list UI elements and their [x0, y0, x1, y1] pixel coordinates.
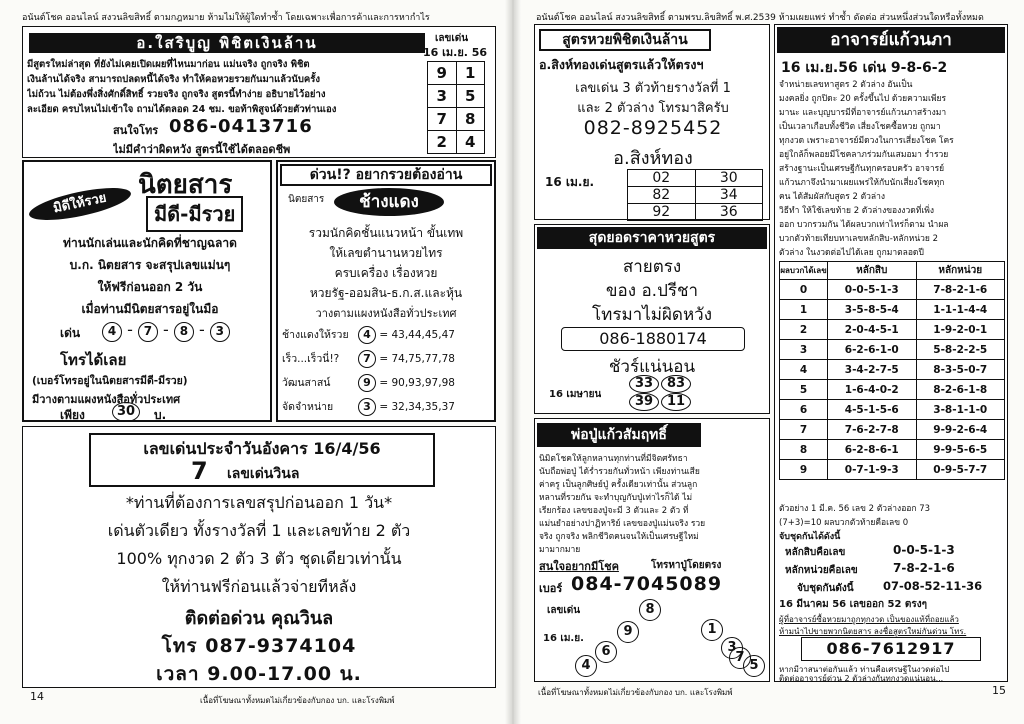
- kaewnapa-example: จับชุดกันได้ดังนี้: [779, 532, 841, 542]
- phopu-line: นิมิตโชคให้ลูกหลานทุกท่านที่มีจิตศรัทธา: [539, 454, 688, 464]
- grid-cell: 4: [456, 131, 485, 154]
- row-label: เร็ว...เร็วนี่!?: [282, 353, 340, 365]
- changdaeng-line: วางตามแผงหนังสือทั่วประเทศ: [315, 307, 457, 320]
- lead-number: 7: [138, 322, 158, 342]
- top-ad-footer: ไม่มีคำว่าผิดหวัง สูตรนี้ใช้ได้ตลอดชีพ: [113, 143, 291, 156]
- table-cell: 9-9-5-6-5: [916, 440, 1005, 460]
- midi-title2: มีดี-มีรวย: [146, 196, 243, 232]
- kaewnapa-line: อยู่ใกล้ก็พลอยมีโชคลาภร่วมกันเสมอมา ร่ำรวย: [779, 150, 949, 160]
- phopu-phone: 084-7045089: [571, 573, 723, 595]
- suthot-number: 39: [629, 393, 659, 411]
- top-ad-date: 16 เม.ย. 56: [423, 46, 488, 59]
- phopu-line: เรียกร้อง เลขของปู่จะมี 3 ตัวและ 2 ตัว ที่: [539, 506, 689, 516]
- table-cell: 6-2-6-1-0: [828, 340, 917, 360]
- table-cell: 6: [780, 400, 828, 420]
- table-row: [780, 420, 1005, 440]
- row-number: 7: [358, 350, 376, 368]
- midi-title1: นิตยสาร: [138, 170, 233, 200]
- table-cell: 5: [780, 380, 828, 400]
- changdaeng-mag-name: ช้างแดง: [334, 188, 444, 216]
- kaewnapa-units-label: หลักหน่วยคือเลข: [785, 565, 858, 576]
- phopu-line: นับถือพ่อปู่ ได้ร่ำรวยกันทั่วหน้า เพียงท่านเสีย: [539, 467, 700, 477]
- suthot-title: สุดยอดราคาหวยสูตร: [537, 227, 767, 249]
- singtong-date: 16 เม.ย.: [545, 175, 595, 189]
- top-ad-banner: อ.ใสริบูญ พิชิตเงินล้าน: [29, 33, 425, 53]
- midi-line: ให้ฟรีก่อนออก 2 วัน: [97, 280, 203, 294]
- win-number-label: เลขเด่นวินล: [227, 466, 300, 482]
- left-page-header: อนันต์โชค ออนไลน์ สงวนลิขสิทธิ์ ตามกฎหมาย ห้ามไม่ให้ผู้ใดทำซ้ำ โดยเฉพาะเพื่อการค้าและการหากำไร: [22, 13, 430, 23]
- midi-ad: [22, 160, 272, 422]
- kaewnapa-phone: 086-7612917: [801, 637, 981, 661]
- table-cell: 4: [780, 360, 828, 380]
- kaewnapa-line: ตัวล่าง ในงวดต่อไปได้เลย ถูกมาตลอดปี: [779, 248, 924, 258]
- row-number: 9: [358, 374, 376, 392]
- table-cell: 8-2-6-1-8: [916, 380, 1005, 400]
- table-header: ผลบวกได้เลข: [780, 262, 828, 280]
- changdaeng-line: ให้เลขตำนานหวยไทร: [329, 246, 443, 260]
- suthot-line: ของ อ.ปรีชา: [605, 281, 699, 301]
- table-cell: 8: [780, 440, 828, 460]
- changdaeng-line: ครบเครื่อง เรื่องหวย: [334, 266, 438, 280]
- suthot-ad: [534, 224, 770, 414]
- suthot-line: สายตรง: [622, 257, 682, 277]
- suthot-number: 11: [661, 393, 691, 411]
- midi-price-circle: [112, 400, 142, 422]
- table-cell: 7-8-2-1-6: [916, 280, 1005, 300]
- top-ad-phone-label: สนใจโทร: [113, 124, 159, 137]
- lead-number: 3: [210, 322, 230, 342]
- lead-number: 4: [102, 322, 122, 342]
- row-label: ช้างแดงให้รวย: [282, 329, 349, 341]
- right-page-number: 15: [992, 684, 1006, 697]
- table-cell: 2-0-4-5-1: [828, 320, 917, 340]
- kaewnapa-date-line: 16 เม.ย.56 เด่น 9-8-6-2: [781, 60, 948, 76]
- pair-cell: 82: [628, 187, 696, 204]
- grid-cell: 1: [456, 62, 485, 85]
- phopu-number: 1: [701, 619, 723, 641]
- midi-lead-numbers: 4 - 7 - 8 - 3: [102, 320, 252, 344]
- singtong-line: อ.สิงห์ทองเด่นสูตรแล้วให้ตรงฯ: [539, 57, 704, 72]
- phopu-interest: สนใจอยากมีโชค: [539, 560, 619, 573]
- right-page-header: อนันต์โชค ออนไลน์ สงวนลิขสิทธิ์ ตามพรบ.ลิขสิทธิ์ พ.ศ.2539 ห้ามเผยแพร่ ทำซ้ำ ดัดต่อ ส่วนหนึ่งส่วนใดหรือทั้งหมด: [536, 13, 984, 23]
- phopu-line: ค่าครู เป็นลูกศิษย์ปู่ ครั้งเดียวเท่านั้น ส่วนลูก: [539, 480, 698, 490]
- phopu-date: 16 เม.ย.: [543, 633, 584, 644]
- table-cell: 5-8-2-2-5: [916, 340, 1005, 360]
- phopu-phone-label: เบอร์: [539, 582, 563, 595]
- table-cell: 0-9-5-7-7: [916, 460, 1005, 480]
- kaewnapa-title: อาจารย์แก้วนภา: [777, 27, 1005, 53]
- changdaeng-row: [282, 326, 494, 350]
- pair-cell: 02: [628, 170, 696, 187]
- top-ad: [22, 26, 496, 158]
- grid-cell: 7: [428, 108, 457, 131]
- table-cell: 9-9-2-6-4: [916, 420, 1005, 440]
- phopu-ad: [534, 418, 770, 682]
- suthot-line: โทรมาไม่ผิดหวัง: [591, 305, 713, 325]
- row-values: = 74,75,77,78: [379, 353, 455, 365]
- table-cell: 8-3-5-0-7: [916, 360, 1005, 380]
- kaewnapa-line: มานะ และบุญบารมีที่อาจารย์แก้วนภาสร้างมา: [779, 108, 947, 118]
- changdaeng-headline: ด่วน!? อยากรวยต้องอ่าน: [280, 164, 492, 186]
- kaewnapa-note: ห้ามนำไปขายพวกนิตยสาร ลงชื่อสูตรใหม่กันด่วน โทร.: [779, 627, 967, 636]
- phopu-number: 3: [721, 637, 743, 659]
- top-ad-line: ไม่ถ้วน ไม่ต้องพึ่งสิ่งศักดิ์สิทธิ์ รวยจริง ถูกจริง สูตรนี้ทำง่าย อธิบายไว้อย่าง: [27, 89, 326, 100]
- win-number: 7: [191, 457, 208, 485]
- row-number: 4: [358, 326, 376, 344]
- singtong-phone: 082-8925452: [583, 117, 723, 139]
- kaewnapa-pairs: 07-08-52-11-36: [883, 579, 983, 593]
- table-row: [780, 460, 1005, 480]
- table-cell: 1-1-1-4-4: [916, 300, 1005, 320]
- right-page: [512, 0, 1024, 724]
- win-line: 100% ทุกงวด 2 ตัว 3 ตัว ชุดเดียวเท่านั้น: [116, 549, 402, 568]
- table-header-row: [780, 262, 1005, 280]
- kaewnapa-result: 16 มีนาคม 56 เลขออก 52 ตรงๆ: [779, 599, 928, 610]
- phopu-title: พ่อปู่แก้วสัมฤทธิ์: [537, 423, 701, 447]
- kaewnapa-ad: [774, 24, 1008, 682]
- kaewnapa-bottom: ติดต่ออาจารย์ด่วน 2 ตัวล่างกันทุกงวดแน่นอน...: [779, 674, 944, 682]
- table-cell: 9: [780, 460, 828, 480]
- kaewnapa-pairs-label: จับชุดกันดังนี้: [797, 583, 854, 594]
- win-line: เด่นตัวเดียว ทั้งรางวัลที่ 1 และเลขท้าย 2 ตัว: [107, 521, 411, 540]
- singtong-line: และ 2 ตัวล่าง โทรมาสิครับ: [577, 101, 729, 116]
- suthot-phone: 086-1880174: [561, 327, 745, 351]
- grid-cell: 8: [456, 108, 485, 131]
- row-values: = 32,34,35,37: [379, 401, 455, 413]
- singtong-name: อ.สิงห์ทอง: [613, 148, 693, 169]
- kaewnapa-line: จำหน่ายเลขหาสูตร 2 ตัวล่าง อันเป็น: [779, 80, 913, 90]
- phopu-number: 4: [575, 655, 597, 677]
- table-row: [780, 340, 1005, 360]
- win-phone: โทร 087-9374104: [161, 635, 357, 657]
- table-cell: 0-7-1-9-3: [828, 460, 917, 480]
- phopu-call-label: โทรหาปู่โดยตรง: [651, 560, 722, 571]
- singtong-pairs: [627, 169, 763, 221]
- suthot-date: 16 เมษายน: [549, 389, 602, 400]
- phopu-number: 9: [617, 621, 639, 643]
- phopu-number: 5: [743, 655, 765, 677]
- kaewnapa-line: แก้วนภาจึงนำมาเผยแพร่ให้กับนักเสี่ยงโชคทุก: [779, 178, 945, 188]
- table-row: [780, 440, 1005, 460]
- table-cell: 7-6-2-7-8: [828, 420, 917, 440]
- table-row: [780, 280, 1005, 300]
- table-cell: 3-8-1-1-0: [916, 400, 1005, 420]
- phopu-number: 6: [595, 641, 617, 663]
- singtong-title: สูตรหวยพิชิตเงินล้าน: [539, 29, 711, 51]
- table-cell: 0: [780, 280, 828, 300]
- row-label: จัดจำหน่าย: [282, 401, 334, 413]
- table-cell: 1-6-4-0-2: [828, 380, 917, 400]
- left-page-footer: เนื้อที่โฆษณาทั้งหมดไม่เกี่ยวข้องกับกอง บก. และโรงพิมพ์: [200, 696, 395, 705]
- win-line: ให้ท่านฟรีก่อนแล้วจ่ายทีหลัง: [161, 577, 357, 596]
- grid-cell: 2: [428, 131, 457, 154]
- changdaeng-row: [282, 374, 494, 398]
- phopu-line: มามากมาย: [539, 545, 581, 555]
- table-cell: 2: [780, 320, 828, 340]
- phopu-line: แม่นยำอย่างปาฏิหาริย์ เลขของปู่แม่นจริง รวย: [539, 519, 706, 529]
- midi-call: โทรได้เลย: [60, 351, 127, 369]
- top-ad-line: ละเอียด ครบไหนไม่เข้าใจ ถามได้ตลอด 24 ชม. ขอท้าพิสูจน์ด้วยตัวท่านเอง: [27, 104, 337, 115]
- midi-price-unit: บ.: [154, 408, 167, 422]
- row-values: = 43,44,45,47: [379, 329, 455, 341]
- table-cell: 1-9-2-0-1: [916, 320, 1005, 340]
- pair-cell: 36: [695, 204, 763, 221]
- singtong-line: เลขเด่น 3 ตัวท้ายรางวัลที่ 1: [575, 81, 731, 96]
- changdaeng-line: รวมนักคิดชั้นแนวหน้า ขั้นเทพ: [308, 226, 464, 240]
- kaewnapa-example: ตัวอย่าง 1 มี.ค. 56 เลข 2 ตัวล่างออก 73: [779, 504, 931, 514]
- kaewnapa-line: คน ได้สัมผัสกับสูตร 2 ตัวล่าง: [779, 192, 886, 202]
- midi-badge: มิดีให้รวย: [27, 181, 134, 226]
- table-cell: 3: [780, 340, 828, 360]
- table-cell: 4-5-1-5-6: [828, 400, 917, 420]
- top-ad-line: เงินล้านได้จริง สามารถปลดหนี้ได้จริง ทำให้คอหวยรวยกันมาแล้วนับครั้ง: [27, 74, 320, 85]
- row-label: วัฒนสาสน์: [282, 377, 331, 389]
- midi-price-label: เพียง: [60, 408, 85, 422]
- lead-number: 8: [174, 322, 194, 342]
- phopu-number: 7: [729, 647, 751, 669]
- kaewnapa-bottom: หากมีวาสนาต่อกันแล้ว ท่านคือเศรษฐีในงวดต่อไป: [779, 665, 950, 674]
- phopu-number: 8: [639, 599, 661, 621]
- midi-line: บ.ก. นิตยสาร จะสรุปเลขแม่นๆ: [69, 258, 231, 272]
- midi-sale: มีวางตามแผงหนังสือทั่วประเทศ: [32, 393, 181, 406]
- pair-cell: 30: [695, 170, 763, 187]
- top-ad-line: มีสูตรใหม่ล่าสุด ที่ยังไม่เคยเปิดเผยที่ไหนมาก่อน แม่นจริง ถูกจริง พิชิต: [27, 59, 310, 70]
- table-cell: 6-2-8-6-1: [828, 440, 917, 460]
- midi-phone-note: (เบอร์โทรอยู่ในนิตยสารมีดี-มีรวย): [32, 375, 188, 387]
- table-header: หลักหน่วย: [916, 262, 1005, 280]
- table-cell: 3-5-8-5-4: [828, 300, 917, 320]
- changdaeng-row: [282, 398, 494, 422]
- kaewnapa-line: เป็นเวลาเกือบทั้งชีวิต เสี่ยงโชคซื้อหวย ถูกมา: [779, 122, 941, 132]
- table-row: [780, 300, 1005, 320]
- table-row: [780, 320, 1005, 340]
- row-values: = 90,93,97,98: [379, 377, 455, 389]
- kaewnapa-tens: 0-0-5-1-3: [893, 543, 955, 557]
- kaewnapa-units: 7-8-2-1-6: [893, 561, 955, 575]
- table-cell: 7: [780, 420, 828, 440]
- phopu-lead-label: เลขเด่น: [547, 605, 581, 616]
- changdaeng-row: [282, 350, 494, 374]
- phopu-line: หลานที่รวยกัน จะทำบุญกับปู่เท่าไรก็ได้ ไม่: [539, 493, 693, 503]
- table-row: [780, 400, 1005, 420]
- kaewnapa-line: มงคลยิ่ง ถูกปิดะ 20 ครั้งขึ้นไป ด้วยความเพียร: [779, 94, 947, 104]
- singtong-ad: [534, 24, 770, 220]
- changdaeng-mag-label: นิตยสาร: [288, 194, 325, 205]
- table-header: หลักสิบ: [828, 262, 917, 280]
- table-row: [780, 380, 1005, 400]
- table-cell: 0-0-5-1-3: [828, 280, 917, 300]
- top-ad-number-grid: [427, 61, 485, 154]
- midi-price: 30: [112, 402, 140, 422]
- suthot-number: 33: [629, 375, 659, 393]
- changdaeng-ad: [276, 160, 496, 422]
- kaewnapa-line: ทุกงวด เพราะอาจารย์มีดวงในการเสี่ยงโชค โคร: [779, 136, 954, 146]
- suthot-sure: ชัวร์แน่นอน: [608, 357, 696, 377]
- page-gutter: [505, 0, 521, 724]
- kaewnapa-note: ผู้ที่อาจารย์ซื้อหวยมาถูกทุกงวด เป็นของแท้ที่ถอยแล้ว: [779, 615, 959, 624]
- table-row: [780, 360, 1005, 380]
- table-cell: 3-4-2-7-5: [828, 360, 917, 380]
- suthot-number: 83: [661, 375, 691, 393]
- pair-cell: 34: [695, 187, 763, 204]
- pair-cell: 92: [628, 204, 696, 221]
- grid-cell: 5: [456, 85, 485, 108]
- kaewnapa-line: วิธีทำ ให้ใช้เลขท้าย 2 ตัวล่างของงวดที่เพิ่ง: [779, 206, 935, 216]
- kaewnapa-example: (7+3)=10 ผลบวกตัวท้ายคือเลข 0: [779, 518, 909, 528]
- table-cell: 1: [780, 300, 828, 320]
- kaewnapa-line: สร้างฐานะเป็นเศรษฐีกันทุกครอบครัว อาจารย์: [779, 164, 945, 174]
- win-title: เลขเด่นประจำวันอังคาร 16/4/56: [143, 439, 381, 458]
- win-ad: [22, 426, 496, 688]
- top-ad-phone: 086-0413716: [169, 116, 313, 137]
- kaewnapa-line: บวกตัวท้ายเทียบหาเลขหลักสิบ-หลักหน่วย 2: [779, 234, 938, 244]
- win-hours: เวลา 9.00-17.00 น.: [156, 663, 362, 685]
- grid-cell: 3: [428, 85, 457, 108]
- midi-line: ท่านนักเล่นและนักคิดที่ชาญฉลาด: [63, 236, 237, 250]
- left-page-number: 14: [30, 690, 44, 703]
- win-line: *ท่านที่ต้องการเลขสรุปก่อนออก 1 วัน*: [125, 493, 393, 512]
- top-ad-date-label: เลขเด่น: [435, 33, 469, 44]
- grid-cell: 9: [428, 62, 457, 85]
- midi-lead-label: เด่น: [60, 326, 81, 340]
- kaewnapa-line: ออก บวกรวมกัน ได้ผลบวกเท่าไหร่ก็ตาม นำผล: [779, 220, 949, 230]
- phopu-line: จริง ถูกจริง พลิกชีวิตคนจนให้เป็นเศรษฐีใหม่: [539, 532, 699, 542]
- right-page-footer: เนื้อที่โฆษณาทั้งหมดไม่เกี่ยวข้องกับกอง บก. และโรงพิมพ์: [538, 688, 733, 697]
- kaewnapa-table: [779, 261, 1005, 480]
- win-contact: ติดต่อด่วน คุณวินล: [184, 608, 334, 629]
- changdaeng-line: หวยรัฐ-ออมสิน-ธ.ก.ส.และหุ้น: [309, 286, 463, 300]
- row-number: 3: [358, 398, 376, 416]
- kaewnapa-tens-label: หลักสิบคือเลข: [785, 547, 846, 558]
- midi-line: เมื่อท่านมีนิตยสารอยู่ในมือ: [81, 302, 219, 316]
